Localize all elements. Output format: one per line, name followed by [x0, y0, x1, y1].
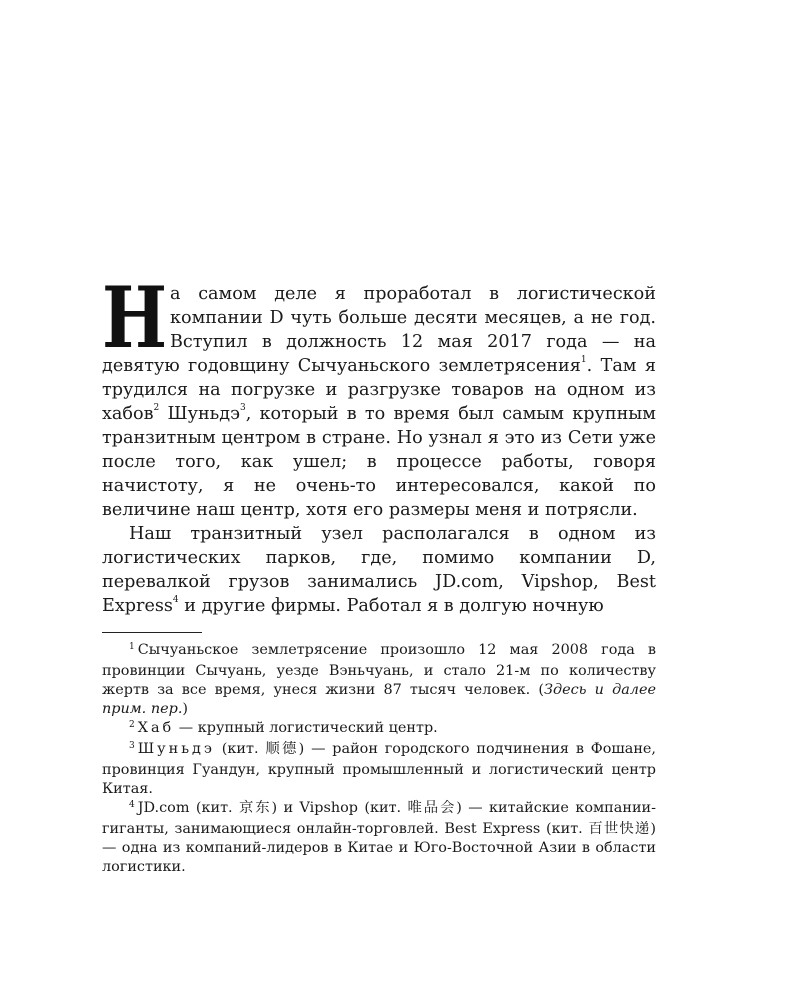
footnote-ref-2[interactable]: 2	[153, 403, 160, 414]
footnote-1	[102, 641, 656, 719]
paragraph-2-text: Наш транзитный узел располагался в одном из логистических парков, где, помимо компании D, перевалкой грузов занимались JD.com, Vipshop, Best Express	[102, 524, 656, 616]
footnote-ref-1[interactable]: 1	[580, 355, 587, 366]
drop-cap: Н	[102, 268, 168, 367]
footnote-number: 1	[129, 642, 135, 652]
body-text	[102, 268, 656, 618]
footnote-3	[102, 740, 656, 799]
paragraph-1-text: а самом деле я проработал в логистической компании D чуть больше десяти месяцев, а не год. Вступил в должность 12 мая 2017 года — на девятую годовщину Сычуаньского землетрясения	[102, 284, 656, 376]
paragraph-2-text-2: и другие фирмы. Работал я в долгую ночную	[178, 596, 604, 616]
footnote-number: 2	[129, 720, 135, 730]
footnote-4	[102, 799, 656, 877]
footnote-ref-3[interactable]: 3	[239, 403, 246, 414]
footnote-text: (кит. 顺德) — район городского подчинения в Фошане, провинция Гуандун, крупный промышленный и логистический центр Китая.	[102, 741, 656, 797]
page-content	[102, 268, 656, 877]
footnote-ref-4[interactable]: 4	[172, 595, 179, 606]
footnote-tail: )	[182, 701, 189, 717]
footnote-text: Сычуаньское землетрясение произошло 12 мая 2008 года в провинции Сычуань, уезде Вэньчуань, и стало 21-м по количеству жертв за все время, унеся жизни 87 тысяч человек. (	[102, 642, 656, 698]
footnote-italic-note: Здесь и далее прим. пер.	[102, 682, 656, 717]
footnote-term: Шуньдэ	[137, 741, 215, 757]
footnote-text: JD.com (кит. 京东) и Vipshop (кит. 唯品会) — китайские компании-гиганты, занимающиеся онлайн-торговлей. Best Express (кит. 百世快递) — одна из компаний-лидеров в Китае и Юго-Восточной Азии в области логистики.	[102, 800, 656, 875]
footnote-2	[102, 719, 656, 740]
paragraph-1-text-4: , который в то время был самым крупным транзитным центром в стране. Но узнал я это из Сети уже после того, как ушел; в процессе работы, говоря начистоту, я не очень-то интересовался, какой по величине наш центр, хотя его размеры меня и потрясли.	[102, 404, 656, 520]
footnote-term: Хаб	[137, 720, 175, 736]
paragraph-2	[102, 522, 656, 618]
paragraph-1	[102, 268, 656, 522]
footnote-number: 3	[129, 741, 135, 751]
footnotes	[102, 641, 656, 877]
footnote-number: 4	[129, 800, 135, 810]
footnote-text: — крупный логистический центр.	[174, 720, 438, 736]
paragraph-1-text-3: Шуньдэ	[159, 404, 240, 424]
paragraph-1-text-2: . Там я трудился на погрузке и разгрузке товаров на одном из хабов	[102, 356, 656, 424]
footnote-divider	[102, 632, 202, 633]
